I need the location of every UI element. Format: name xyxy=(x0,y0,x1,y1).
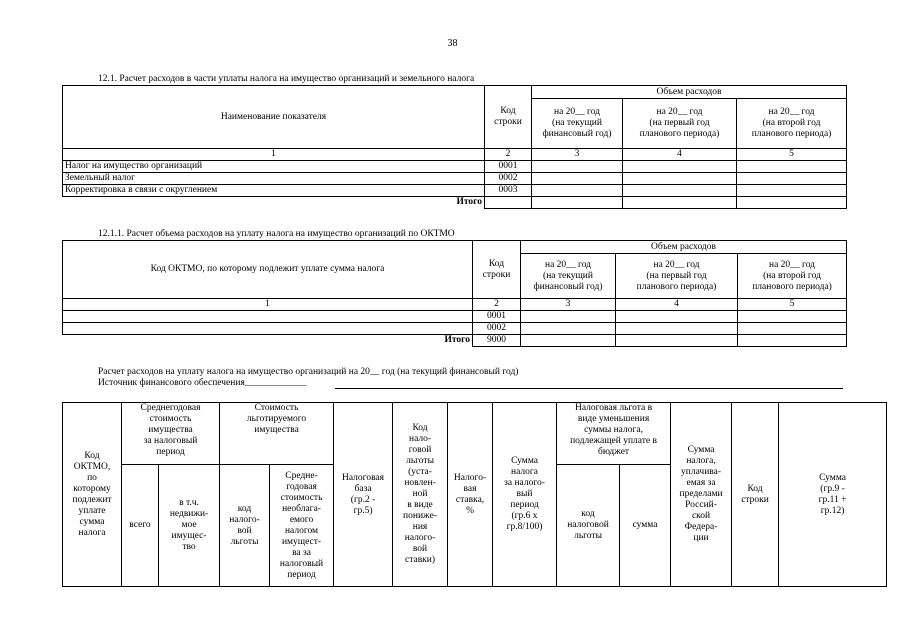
col-number: 5 xyxy=(737,149,847,161)
value-cell[interactable] xyxy=(521,335,616,347)
section1-title: 12.1. Расчет расходов в части уплаты налога на имущество организаций и земельного налога xyxy=(98,74,475,84)
section3-title: Расчет расходов на уплату налога на имущество организаций на 20__ год (на текущий финансовый год) xyxy=(98,367,519,377)
value-cell[interactable] xyxy=(521,311,616,323)
total-row xyxy=(63,197,847,209)
table-row xyxy=(63,161,847,173)
header-tax-base: Налоговая база (гр.2 - гр.5) xyxy=(334,403,393,587)
header-year1: на 20__ год (на текущий финансовый год) xyxy=(521,254,616,299)
header-relief-code: код налоговой льготы xyxy=(557,465,620,587)
value-cell[interactable] xyxy=(532,197,623,209)
header-year1: на 20__ год (на текущий финансовый год) xyxy=(532,99,623,149)
header-relief: Налоговая льгота в виде уменьшения суммы налога, подлежащей уплате в бюджет xyxy=(557,403,671,465)
value-cell[interactable] xyxy=(737,161,847,173)
row-code: 0001 xyxy=(473,311,521,323)
col-number: 2 xyxy=(485,149,532,161)
col-number: 4 xyxy=(623,149,737,161)
header-exempt-avg: Средне- годовая стоимость необлага- емого налогом имущест- ва за налоговый период xyxy=(270,465,334,587)
value-cell[interactable] xyxy=(737,185,847,197)
funding-source-underline[interactable] xyxy=(335,388,843,389)
header-tax-sum: Сумма налога за налого- вый период (гр.6 х гр.8/100) xyxy=(493,403,557,587)
col-number: 1 xyxy=(63,149,485,161)
value-cell[interactable] xyxy=(623,197,737,209)
header-year3: на 20__ год (на второй год планового периода) xyxy=(737,99,847,149)
page-number: 38 xyxy=(447,38,458,49)
header-oktmo: Код ОКТМО, по которому подлежит уплате сумма налога xyxy=(63,241,473,299)
header-total: всего xyxy=(122,465,159,587)
total-code: 9000 xyxy=(473,335,521,347)
row-code: 0003 xyxy=(485,185,532,197)
header-rate: Налого- вая ставка, % xyxy=(448,403,493,587)
value-cell[interactable] xyxy=(616,311,738,323)
col-number: 3 xyxy=(532,149,623,161)
header-exempt-value: Стоимость льготируемого имущества xyxy=(220,403,334,465)
total-label: Итого xyxy=(63,197,485,209)
header-volume: Объем расходов xyxy=(532,86,847,99)
col-number: 4 xyxy=(616,299,738,311)
col-number: 5 xyxy=(738,299,847,311)
table-row xyxy=(63,323,847,335)
row-name: Налог на имущество организаций xyxy=(63,161,485,173)
total-code xyxy=(485,197,532,209)
col-number: 3 xyxy=(521,299,616,311)
value-cell[interactable] xyxy=(532,161,623,173)
header-sum-formula: Сумма (гр.9 - гр.11 + гр.12) xyxy=(779,403,887,587)
header-realty: в т.ч. недвижи- мое имущес- тво xyxy=(159,465,220,587)
value-cell[interactable] xyxy=(521,323,616,335)
value-cell[interactable] xyxy=(737,173,847,185)
value-cell[interactable] xyxy=(532,185,623,197)
table-row xyxy=(63,311,847,323)
total-label: Итого xyxy=(63,335,473,347)
row-code: 0002 xyxy=(485,173,532,185)
value-cell[interactable] xyxy=(616,323,738,335)
total-row xyxy=(63,335,847,347)
header-relief-sum: сумма xyxy=(620,465,671,587)
table-row xyxy=(63,173,847,185)
oktmo-cell[interactable] xyxy=(63,323,473,335)
section3-table xyxy=(62,402,887,587)
funding-source-label: Источник финансового обеспечения_____________ xyxy=(98,378,307,388)
header-year3: на 20__ год (на второй год планового периода) xyxy=(738,254,847,299)
header-name: Наименование показателя xyxy=(63,86,485,149)
value-cell[interactable] xyxy=(738,323,847,335)
col-number: 2 xyxy=(473,299,521,311)
header-volume: Объем расходов xyxy=(521,241,847,254)
value-cell[interactable] xyxy=(623,185,737,197)
header-line-code: Код строки xyxy=(732,403,779,587)
oktmo-cell[interactable] xyxy=(63,311,473,323)
value-cell[interactable] xyxy=(738,335,847,347)
col-number: 1 xyxy=(63,299,473,311)
header-code: Код строки xyxy=(485,86,532,149)
value-cell[interactable] xyxy=(737,197,847,209)
header-avg-value: Среднегодовая стоимость имущества за налоговый период xyxy=(122,403,220,465)
table-row xyxy=(63,185,847,197)
value-cell[interactable] xyxy=(623,161,737,173)
row-name: Корректировка в связи с округлением xyxy=(63,185,485,197)
value-cell[interactable] xyxy=(532,173,623,185)
value-cell[interactable] xyxy=(616,335,738,347)
row-name: Земельный налог xyxy=(63,173,485,185)
header-paid-abroad: Сумма налога, уплачива- емая за пределами Россий- ской Федера- ции xyxy=(671,403,732,587)
header-year2: на 20__ год (на первый год планового периода) xyxy=(616,254,738,299)
value-cell[interactable] xyxy=(738,311,847,323)
header-year2: на 20__ год (на первый год планового периода) xyxy=(623,99,737,149)
header-exempt-code: код налого- вой льготы xyxy=(220,465,270,587)
value-cell[interactable] xyxy=(623,173,737,185)
header-rate-code: Код нало- говой льготы (уста- новлен- ной в виде понижe- ния налого- вой ставки) xyxy=(393,403,448,587)
row-code: 0001 xyxy=(485,161,532,173)
row-code: 0002 xyxy=(473,323,521,335)
header-oktmo: Код ОКТМО, по которому подлежит уплате сумма налога xyxy=(63,403,122,587)
section2-table xyxy=(62,240,847,347)
section2-title: 12.1.1. Расчет объема расходов на уплату налога на имущество организаций по ОКТМО xyxy=(98,229,455,239)
header-code: Код строки xyxy=(473,241,521,299)
section1-table xyxy=(62,85,847,209)
